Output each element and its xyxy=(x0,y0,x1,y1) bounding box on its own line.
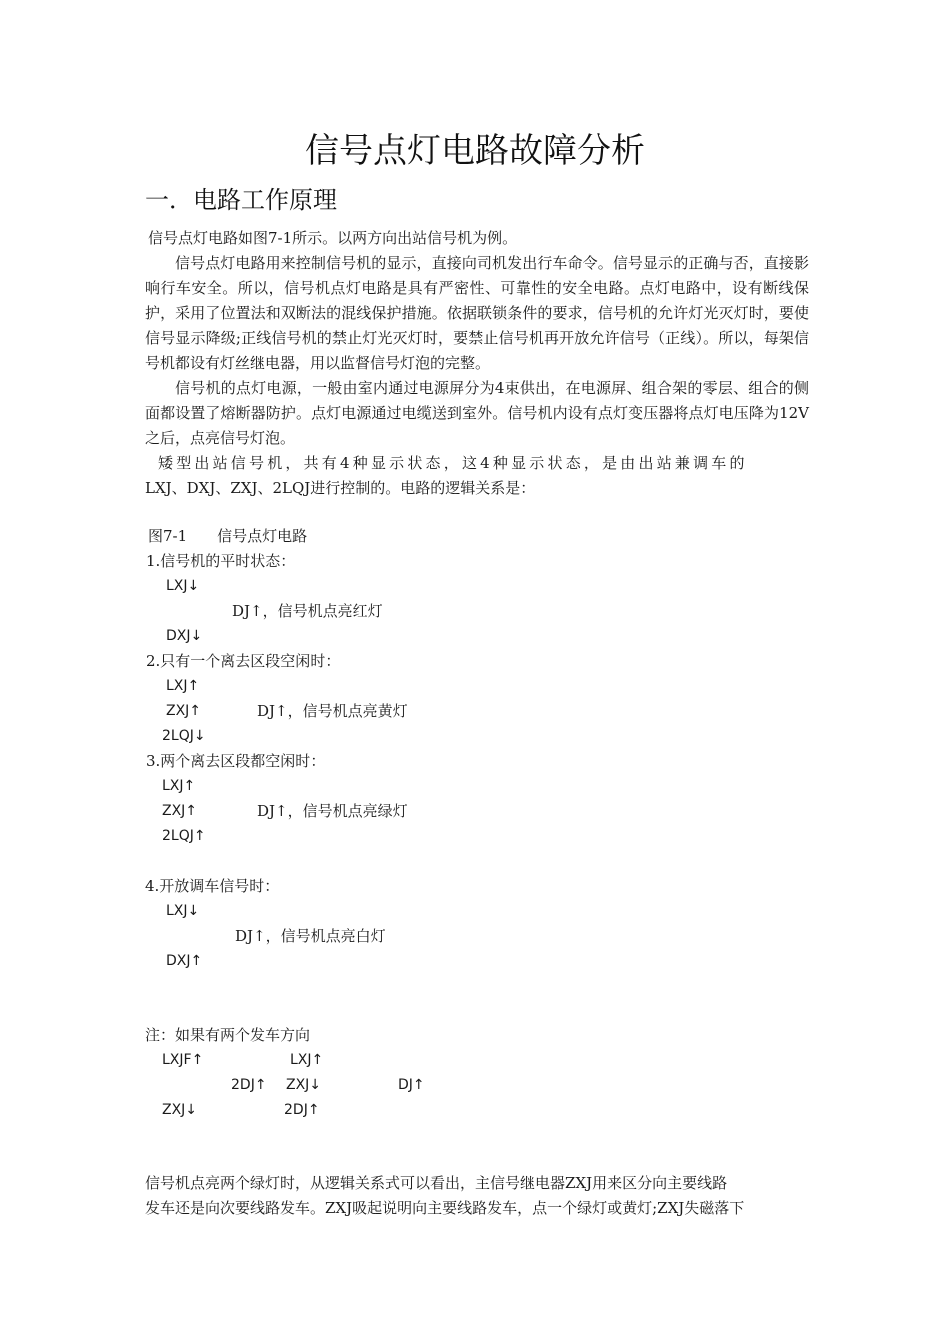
figure-caption: 图7-1 信号点灯电路 xyxy=(148,527,308,545)
paragraph-3-line-2: LXJ、DXJ、ZXJ、2LQJ进行控制的。电路的逻辑关系是： xyxy=(145,479,536,497)
case-4-heading: 4.开放调车信号时： xyxy=(145,877,280,895)
intro-paragraph: 信号点灯电路如图7-1所示。以两方向出站信号机为例。 xyxy=(148,229,518,247)
page-title: 信号点灯电路故障分析 xyxy=(305,131,645,171)
case-2-heading: 2.只有一个离去区段空闲时： xyxy=(146,652,341,670)
paragraph-4-line-1: 信号机点亮两个绿灯时，从逻辑关系式可以看出，主信号继电器ZXJ用来区分向主要线路 xyxy=(145,1174,728,1192)
case-3-zxj: ZXJ↑ xyxy=(162,803,198,819)
case-2-lxj: LXJ↑ xyxy=(166,678,200,694)
note-zxj-lower: ZXJ↓ xyxy=(162,1102,198,1118)
paragraph-2: 信号机的点灯电源，一般由室内通过电源屏分为4束供出，在电源屏、组合架的零层、组合的侧面都设置了熔断器防护。点灯电源通过电缆送到室外。信号机内设有点灯变压器将点灯电压降为12V之后，点亮信号灯泡。 xyxy=(145,379,809,447)
note-lxjf: LXJF↑ xyxy=(162,1052,204,1068)
case-2-2lqj: 2LQJ↓ xyxy=(162,728,206,744)
case-2-zxj: ZXJ↑ xyxy=(166,703,202,719)
case-3-2lqj: 2LQJ↑ xyxy=(162,828,206,844)
case-1-dxj: DXJ↓ xyxy=(166,628,203,644)
case-4-dxj: DXJ↑ xyxy=(166,953,203,969)
case-1-heading: 1.信号机的平时状态： xyxy=(146,552,296,570)
note-heading: 注：如果有两个发车方向 xyxy=(145,1026,311,1044)
case-1-result: DJ↑，信号机点亮红灯 xyxy=(232,602,383,620)
case-1-lxj: LXJ↓ xyxy=(166,578,200,594)
case-2-result: DJ↑，信号机点亮黄灯 xyxy=(257,702,408,720)
note-2dj-upper: 2DJ↑ xyxy=(231,1077,267,1093)
case-3-result: DJ↑，信号机点亮绿灯 xyxy=(257,802,408,820)
note-lxj: LXJ↑ xyxy=(290,1052,324,1068)
case-3-lxj: LXJ↑ xyxy=(162,778,196,794)
paragraph-1: 信号点灯电路用来控制信号机的显示，直接向司机发出行车命令。信号显示的正确与否，直接影响行车安全。所以，信号机点灯电路是具有严密性、可靠性的安全电路。点灯电路中，设有断线保护，采用了位置法和双断法的混线保护措施。依据联锁条件的要求，信号机的允许灯光灭灯时，要使信号显示降级;正线信号机的禁止灯光灭灯时，要禁止信号机再开放允许信号（正线）。所以，每架信号机都设有灯丝继电器，用以监督信号灯泡的完整。 xyxy=(145,254,809,372)
note-dj: DJ↑ xyxy=(398,1077,425,1093)
case-4-result: DJ↑，信号机点亮白灯 xyxy=(235,927,386,945)
note-2dj-lower: 2DJ↑ xyxy=(284,1102,320,1118)
section-heading: 一．电路工作原理 xyxy=(145,186,337,214)
paragraph-3-line-1: 矮型出站信号机，共有4种显示状态，这4种显示状态，是由出站兼调车的 xyxy=(158,454,748,472)
note-zxj-upper: ZXJ↓ xyxy=(286,1077,322,1093)
case-4-lxj: LXJ↓ xyxy=(166,903,200,919)
case-3-heading: 3.两个离去区段都空闲时： xyxy=(146,752,326,770)
paragraph-4-line-2: 发车还是向次要线路发车。ZXJ吸起说明向主要线路发车，点一个绿灯或黄灯;ZXJ失磁落下 xyxy=(145,1199,745,1217)
